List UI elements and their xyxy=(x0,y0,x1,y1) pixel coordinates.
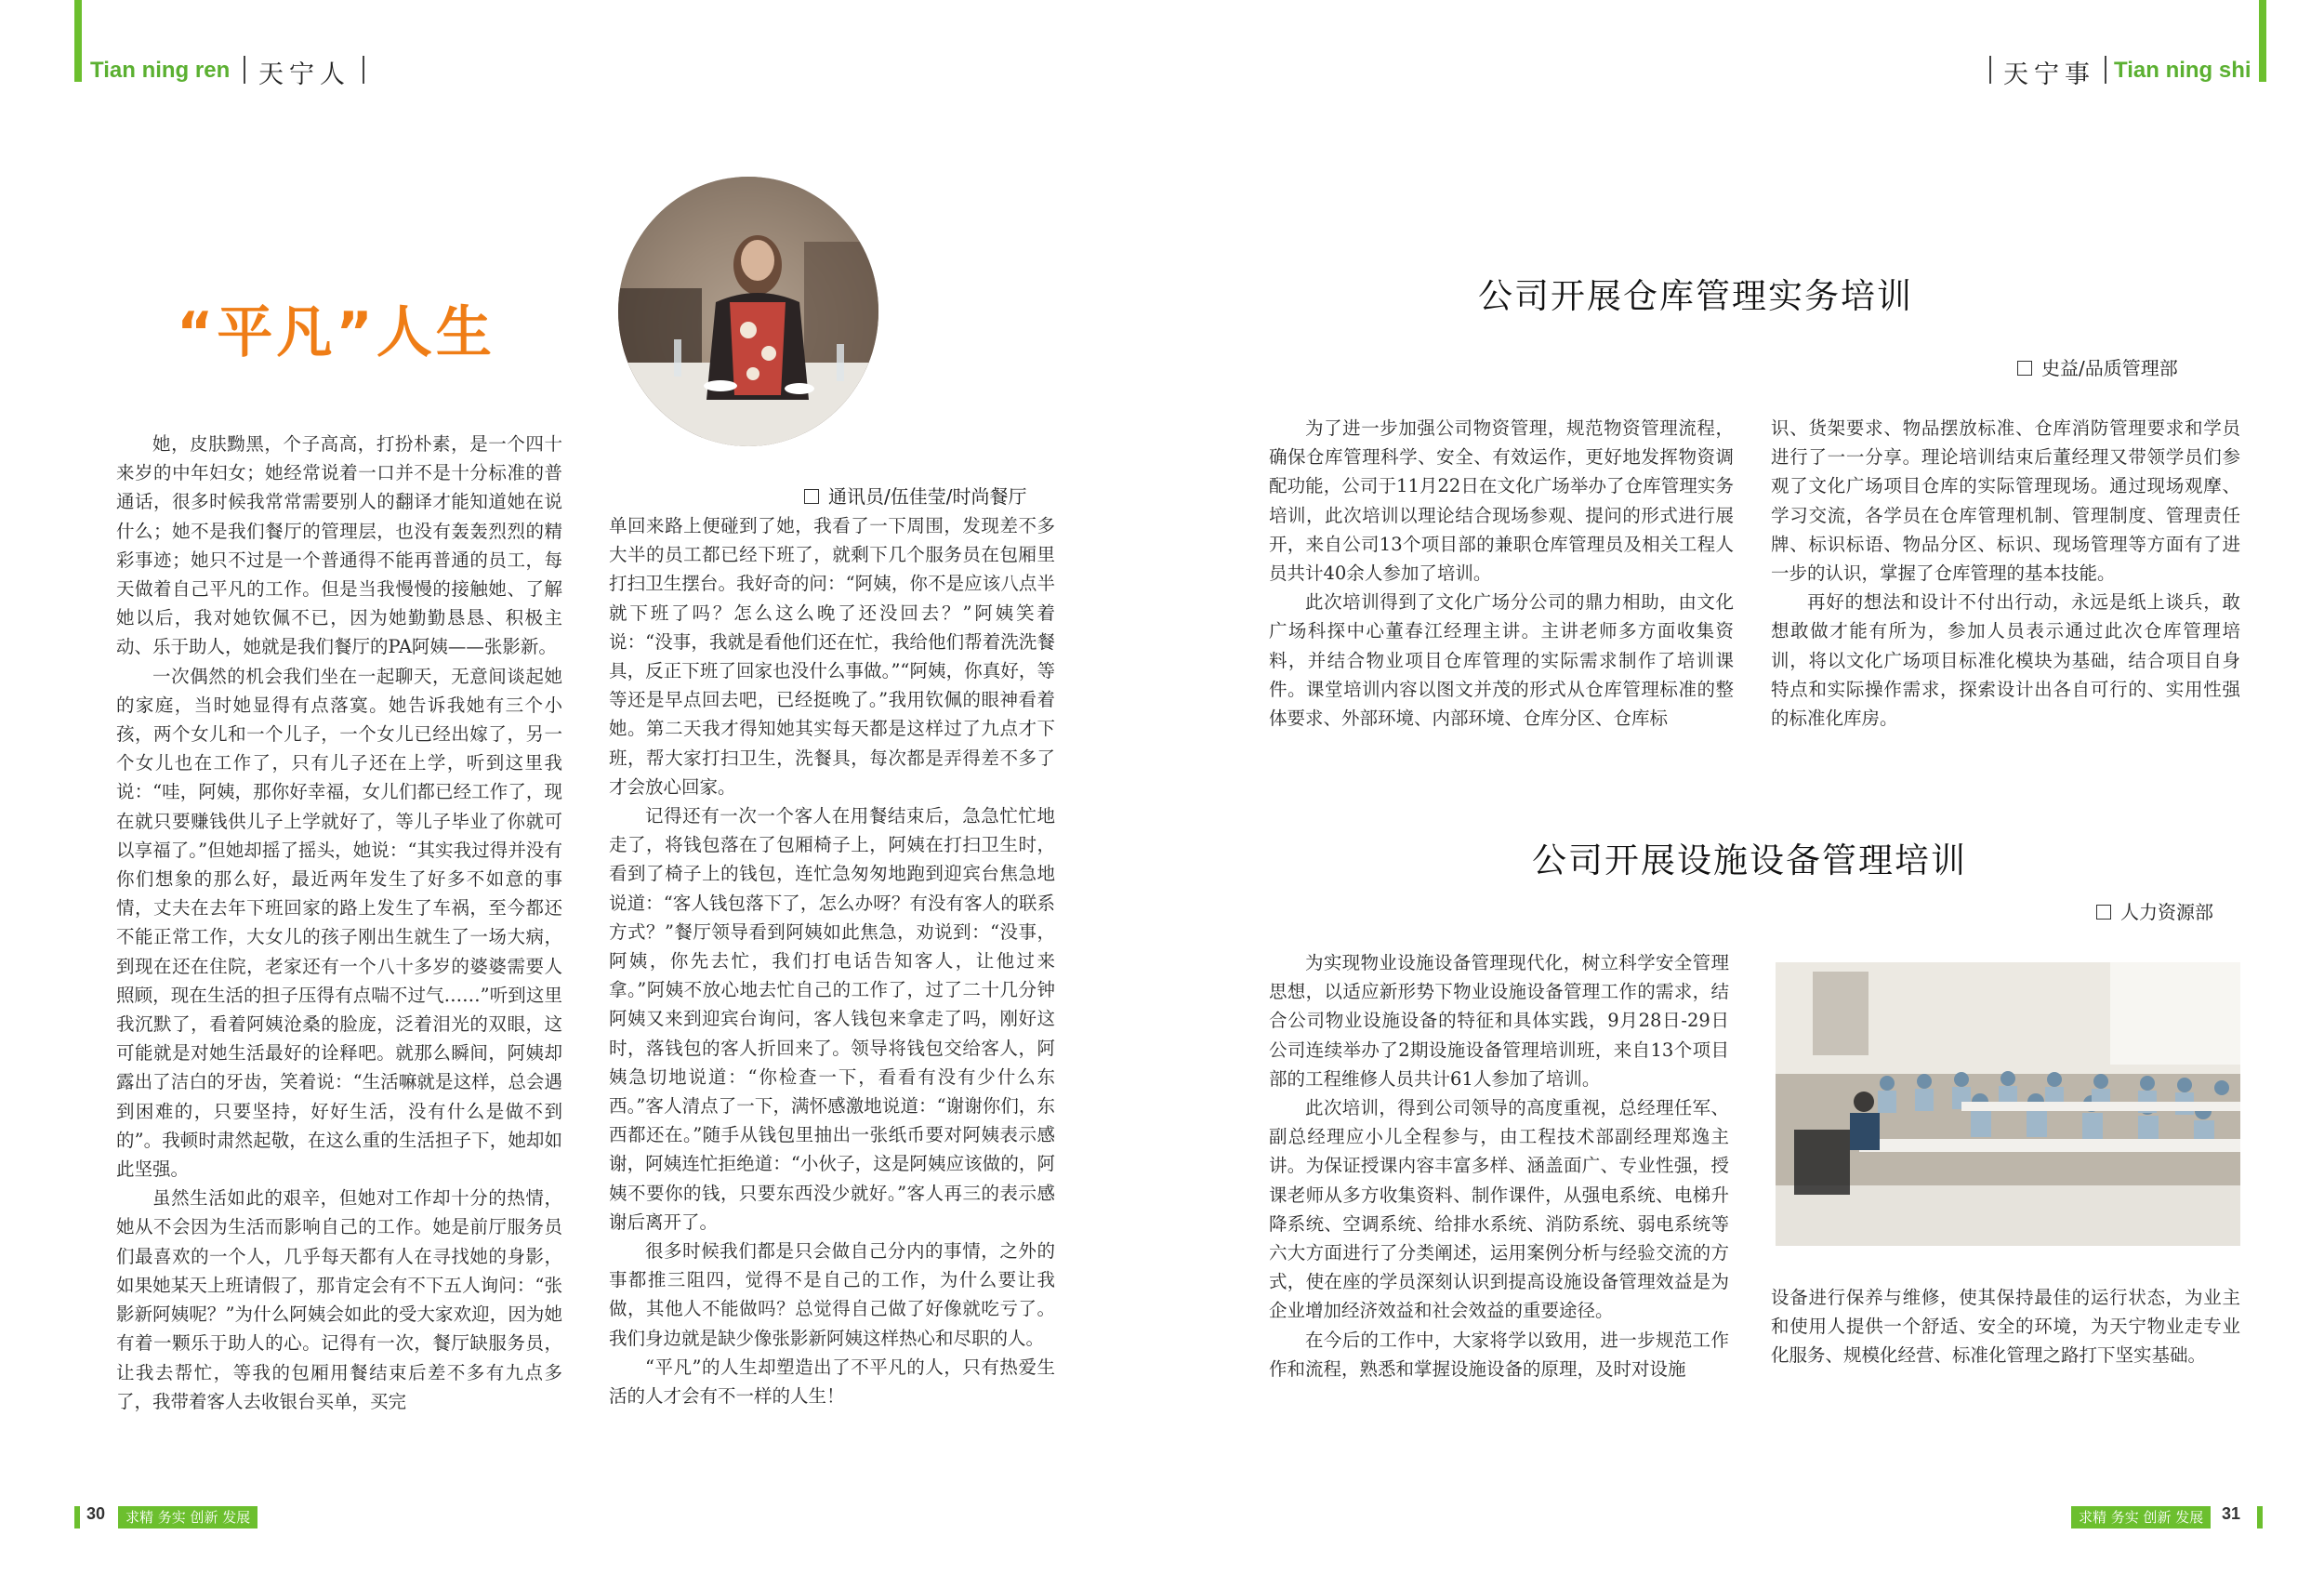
byline-square-icon xyxy=(2096,905,2111,920)
left-header-separator-end xyxy=(363,56,364,84)
article-title: “平凡”人生 xyxy=(177,300,495,365)
byline-square-icon xyxy=(2017,361,2032,376)
paragraph: 此次培训，得到公司领导的高度重视，总经理任军、副总经理应小儿全程参与，由工程技术部副经理郑逸主讲。为保证授课内容丰富多样、涵盖面广、专业性强，授课老师从多方收集资料、制作课件，从强电系统、电梯升降系统、空调系统、给排水系统、消防系统、弱电系统等六大方面进行了分类阐述，运用案例分析与经验交流的方式，使在座的学员深刻认识到提高设施设备管理效益是为企业增加经济效益和社会效益的重要途径。 xyxy=(1269,1097,1729,1322)
left-header-cn: 天宁人 xyxy=(258,60,350,89)
right-page-number: 31 xyxy=(2222,1504,2241,1523)
left-byline-text: 通讯员/伍佳莹/时尚餐厅 xyxy=(828,485,1027,508)
article2-column-1 xyxy=(1269,948,1729,1383)
article1-column-1 xyxy=(1269,414,1734,733)
right-footer-slogan: 求精 务实 创新 发展 xyxy=(2071,1506,2211,1528)
article1-column-2 xyxy=(1771,414,2240,733)
training-classroom-photo xyxy=(1776,962,2240,1246)
left-header-accent-bar xyxy=(74,0,82,82)
paragraph: 此次培训得到了文化广场分公司的鼎力相助，由文化广场科探中心董春江经理主讲。主讲老师多方面收集资料，并结合物业项目仓库管理的实际需求制作了培训课件。课堂培训内容以图文并茂的形式从仓库管理标准的整体要求、外部环境、内部环境、仓库分区、仓库标 xyxy=(1269,591,1734,730)
paragraph: “平凡”的人生却塑造出了不平凡的人，只有热爱生活的人才会有不一样的人生！ xyxy=(609,1356,1055,1408)
left-footer-slogan: 求精 务实 创新 发展 xyxy=(118,1506,257,1528)
right-header-accent-bar xyxy=(2259,0,2266,82)
paragraph: 识、货架要求、物品摆放标准、仓库消防管理要求和学员进行了一一分享。理论培训结束后董经理又带领学员们参观了文化广场项目仓库的实际管理现场。通过现场观摩、学习交流，各学员在仓库管理机制、管理制度、管理责任牌、标识标语、物品分区、标识、现场管理等方面有了进一步的认识，掌握了仓库管理的基本技能。 xyxy=(1771,417,2240,585)
paragraph: 单回来路上便碰到了她，我看了一下周围，发现差不多大半的员工都已经下班了，就剩下几个服务员在包厢里打扫卫生摆台。我好奇的问：“阿姨，你不是应该八点半就下班了吗？怎么这么晚了还没回去？”阿姨笑着说：“没事，我就是看他们还在忙，我给他们帮着洗洗餐具，反正下班了回家也没什么事做。”“阿姨，你真好，等等还是早点回去吧，已经挺晚了。”我用钦佩的眼神看着她。第二天我才得知她其实每天都是这样过了九点才下班，帮大家打扫卫生，洗餐具，每次都是弄得差不多了才会放心回家。 xyxy=(609,515,1055,798)
right-header-cn: 天宁事 xyxy=(2003,60,2095,89)
article2-title: 公司开展设施设备管理培训 xyxy=(1532,840,1967,880)
left-byline xyxy=(804,482,1026,509)
left-column-1 xyxy=(116,430,562,1416)
paragraph: 在今后的工作中，大家将学以致用，进一步规范工作作和流程，熟悉和掌握设施设备的原理，及时对设施 xyxy=(1269,1329,1729,1380)
right-header-separator-start xyxy=(1989,56,1991,84)
paragraph: 再好的想法和设计不付出行动，永远是纸上谈兵，敢想敢做才能有所为，参加人员表示通过此次仓库管理培训，将以文化广场项目标准化模块为基础，结合项目自身特点和实际操作需求，探索设计出各自可行的、实用性强的标准化库房。 xyxy=(1771,591,2240,730)
left-footer-bar xyxy=(74,1506,80,1528)
waitress-figure-icon xyxy=(618,177,878,446)
right-header-en: Tian ning shi xyxy=(2114,58,2251,83)
byline-square-icon xyxy=(804,489,819,504)
paragraph: 记得还有一次一个客人在用餐结束后，急急忙忙地走了，将钱包落在了包厢椅子上，阿姨在打扫卫生时，看到了椅子上的钱包，连忙急匆匆地跑到迎宾台焦急地说道：“客人钱包落下了，怎么办呀？有没有客人的联系方式？”餐厅领导看到阿姨如此焦急，劝说到：“没事，阿姨，你先去忙，我们打电话告知客人，让他过来拿。”阿姨不放心地去忙自己的工作了，过了二十几分钟阿姨又来到迎宾台询问，客人钱包来拿走了吗，刚好这时，落钱包的客人折回来了。领导将钱包交给客人，阿姨急切地说道：“你检查一下，看看有没有少什么东西。”客人清点了一下，满怀感激地说道：“谢谢你们，东西都还在。”随手从钱包里抽出一张纸币要对阿姨表示感谢，阿姨连忙拒绝道：“小伙子，这是阿姨应该做的，阿姨不要你的钱，只要东西没少就好。”客人再三的表示感谢后离开了。 xyxy=(609,805,1055,1233)
left-header-en: Tian ning ren xyxy=(90,58,231,83)
paragraph: 设备进行保养与维修，使其保持最佳的运行状态，为业主和使用人提供一个舒适、安全的环境，为天宁物业走专业化服务、规模化经营、标准化管理之路打下坚实基础。 xyxy=(1771,1287,2240,1367)
article2-byline-text: 人力资源部 xyxy=(2120,901,2213,923)
article2-column-2 xyxy=(1771,1283,2240,1370)
paragraph: 为了进一步加强公司物资管理，规范物资管理流程，确保仓库管理科学、安全、有效运作，更好地发挥物资调配功能，公司于11月22日在文化广场举办了仓库管理实务培训，此次培训以理论结合现场参观、提问的形式进行展开，来自公司13个项目部的兼职仓库管理员及相关工程人员共计40余人参加了培训。 xyxy=(1269,417,1734,585)
paragraph: 她，皮肤黝黑，个子高高，打扮朴素，是一个四十来岁的中年妇女；她经常说着一口并不是十分标准的普通话，很多时候我常常需要别人的翻译才能知道她在说什么；她不是我们餐厅的管理层，也没有轰轰烈烈的精彩事迹；她只不过是一个普通得不能再普通的员工，每天做着自己平凡的工作。但是当我慢慢的接触她、了解她以后，我对她钦佩不已，因为她勤勤恳恳、积极主动、乐于助人，她就是我们餐厅的PA阿姨——张影新。 xyxy=(116,433,562,658)
right-footer-bar xyxy=(2257,1506,2263,1528)
left-column-2 xyxy=(609,511,1055,1410)
article1-byline xyxy=(2017,353,2178,380)
right-header-separator xyxy=(2105,56,2106,84)
left-page-number: 30 xyxy=(86,1504,106,1523)
left-header-separator xyxy=(244,56,245,84)
article1-title: 公司开展仓库管理实务培训 xyxy=(1478,276,1913,316)
classroom-scene-icon xyxy=(1776,962,2240,1246)
article1-byline-text: 史益/品质管理部 xyxy=(2041,357,2178,379)
paragraph: 虽然生活如此的艰辛，但她对工作却十分的热情，她从不会因为生活而影响自己的工作。她是前厅服务员们最喜欢的一个人，几乎每天都有人在寻找她的身影，如果她某天上班请假了，那肯定会有不下五人询问：“张影新阿姨呢？”为什么阿姨会如此的受大家欢迎，因为她有着一颗乐于助人的心。记得有一次，餐厅缺服务员，让我去帮忙，等我的包厢用餐结束后差不多有九点多了，我带着客人去收银台买单，买完 xyxy=(116,1187,562,1412)
article2-byline xyxy=(2096,897,2213,924)
paragraph: 为实现物业设施设备管理现代化，树立科学安全管理思想，以适应新形势下物业设施设备管理工作的需求，结合公司物业设施设备的特征和具体实践，9月28日-29日公司连续举办了2期设施设备管理培训班，来自13个项目部的工程维修人员共计61人参加了培训。 xyxy=(1269,952,1729,1090)
paragraph: 一次偶然的机会我们坐在一起聊天，无意间谈起她的家庭，当时她显得有点落寞。她告诉我她有三个小孩，两个女儿和一个儿子，一个女儿已经出嫁了，另一个女儿也在工作了，只有儿子还在上学，听到这里我说：“哇，阿姨，那你好幸福，女儿们都已经工作了，现在就只要赚钱供儿子上学就好了，等儿子毕业了你就可以享福了。”但她却摇了摇头，她说：“其实我过得并没有你们想象的那么好，最近两年发生了好多不如意的事情，丈夫在去年下班回家的路上发生了车祸，至今都还不能正常工作，大女儿的孩子刚出生就生了一场大病，到现在还在住院，老家还有一个八十多岁的婆婆需要人照顾，现在生活的担子压得有点喘不过气……”听到这里我沉默了，看着阿姨沧桑的脸庞，泛着泪光的双眼，这可能就是对她生活最好的诠释吧。就那么瞬间，阿姨却露出了洁白的牙齿，笑着说：“生活嘛就是这样，总会遇到困难的，只要坚持，好好生活，没有什么是做不到的”。我顿时肃然起敬，在这么重的生活担子下，她却如此坚强。 xyxy=(116,665,562,1181)
paragraph: 很多时候我们都是只会做自己分内的事情，之外的事都推三阻四，觉得不是自己的工作，为什么要让我做，其他人不能做吗？总觉得自己做了好像就吃亏了。我们身边就是缺少像张影新阿姨这样热心和尽职的人。 xyxy=(609,1240,1055,1349)
portrait-photo xyxy=(618,177,878,446)
